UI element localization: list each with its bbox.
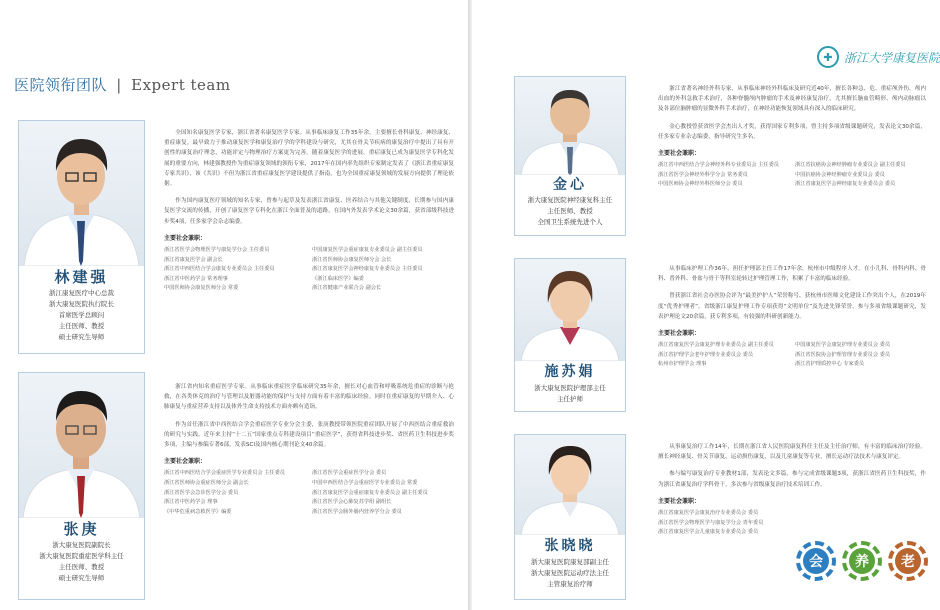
social-role: 中国医师协会神经外科医师分会 委员 [658,181,743,188]
doctor-title-line: 首席医学总顾问 [58,311,105,319]
social-roles-list [164,246,454,294]
social-role: 浙江省医学会物理医学与康复学分会 青年委员 [658,519,764,526]
bio-paragraph: 从事康复治疗工作14年，长期在浙江省人民医院康复科任主任及主任治疗师，有丰富的临床治疗经验。擅长神经康复、骨关节康复、运动损伤康复，以及儿童康复等专业，擅长运动疗法技术与康复评定。 [658,444,926,461]
doctor-title-line: 主任医师、教授 [58,563,105,571]
social-role: 《浙江临床医学》编委 [312,275,364,282]
bio-paragraph: 浙江省著名神经外科专家，从事临床神经外科临床及研究近40年，擅长各种急、危、重症颅外伤、颅内出血的外科急救手术治疗，各种脊髓颅内肿瘤的手术及神经康复治疗，尤其擅长脑血管畸形、颅内动脉瘤以及各部位脑肿瘤的显微外科手术治疗，在神经功能恢复领域具有深入的临床研究。 [658,86,926,113]
doctor-title-line: 浙大康复医院护理部主任 [534,384,606,392]
bio-paragraph: 作为首任浙江省中西医结合学会重症医学专业分会主委，张庚教授带领医院重症团队开展了中西医结合重症救治的研究与实践。近年来主持“十二五”国家重点专科建设项目“重症医学”，获得省科技进步奖、省医药卫生科技进步奖多项，主编与参编专著6部，发表SCI及国内核心期刊论文40余篇。 [164,421,454,449]
hospital-logo [817,46,940,68]
social-roles-heading: 主要社会兼职： [658,330,701,338]
doctor-title-line: 主任护师 [557,395,583,403]
badge-hui-icon [796,541,836,581]
hospital-badges [796,541,928,581]
doctor-title-line: 硕士研究生导师 [58,574,105,582]
doctor-photo [19,121,144,266]
social-role: 中国医师协会康复医师分会 常委 [164,285,239,292]
social-role: 浙江省医师协会康复医师分会 会长 [312,256,392,263]
doctor-card-jin [514,76,626,236]
doctor-title-line: 浙大康复医院执行院长 [49,300,114,308]
portrait-image [515,435,625,535]
doctor-title-line: 浙大康复医院康复部副主任 [531,558,609,566]
badge-lao-icon [888,541,928,581]
doctor-title-line: 浙大康复医院副院长 [52,541,111,549]
social-role: 浙江省康复医学会 副会长 [164,256,223,263]
social-role: 浙江省护理学会老年护理专业委员会 委员 [658,351,754,358]
doctor-bio-shi [658,264,926,412]
social-role: 中国抗癌协会神经肿瘤专业委员会 委员 [795,171,885,178]
doctor-info [515,175,625,235]
doctor-name: 张庚 [63,520,100,538]
social-roles-heading: 主要社会兼职： [164,234,207,242]
doctor-name: 金心 [553,177,587,193]
portrait-image [19,121,144,266]
doctor-info [19,518,144,599]
social-roles-heading: 主要社会兼职： [164,458,207,466]
portrait-image [515,259,625,361]
social-role: 浙江省中西医结合学会神经外科专业委员会 主任委员 [658,162,779,169]
badge-ring [842,541,882,581]
social-role: 浙江省康复医学会康复护理专业委员会 副主任委员 [658,342,774,349]
bio-paragraph: 作为国内康复医疗领域的知名专家，曾参与起草及发表浙江省康复、医养结合与其他关键制度，长期参与国内康复医学交流的传播，开创了康复医学专科化在浙江全面普及的道路，在国内外发表学术论文30余篇，获省部级科技进步奖4项，任多家学会杂志编委。 [164,198,454,225]
social-role: 浙江省健康产业联合会 副会长 [312,285,382,292]
social-role: 浙江省医学会神经外科学分会 常务委员 [658,171,748,178]
social-role: 中国康复医学会康复护理专业委员会 委员 [795,342,891,349]
social-role: 浙江省护理质控中心 专家委员 [795,361,865,368]
social-role: 浙江省中医药学会 理事 [164,499,218,506]
doctor-title-line: 主任医师、教授 [58,322,105,330]
doctor-title-line: 主任医师、教授 [547,207,593,215]
doctor-photo [515,435,625,535]
bio-paragraph: 参与编写康复治疗专业教材1部，发表论文多篇，参与完成省级课题3项，获浙江省医药卫生科技奖，作为浙江省康复治疗学科骨干，多次参与省级康复治疗技术培训工作。 [658,471,926,488]
social-role: 浙江省康复医学会重症康复专业委员会 副主任委员 [312,489,428,496]
doctor-photo [19,373,144,518]
doctor-info [515,361,625,411]
social-role: 浙江省医学会重症医学分会 委员 [312,470,387,477]
doctor-card-zhang-geng [18,372,145,600]
social-role: 浙江省医学会心肺复苏学组 副组长 [312,499,392,506]
badge-glyph: 会 [803,548,829,574]
doctor-bio-jin [658,84,926,234]
doctor-card-zhang-xiaoxiao [514,434,626,600]
social-role: 中国中西医结合学会重症医学专业委员会 常委 [312,480,418,487]
doctor-bio-lin [164,128,454,353]
section-title-separator: | [116,76,122,94]
right-page [472,0,940,610]
social-role: 浙江省医学会物理医学与康复学分会 主任委员 [164,247,270,254]
social-role: 浙江省康复医学会神经康复专业委员会 主任委员 [312,266,423,273]
social-role: 杭州市护理学会 理事 [658,361,707,368]
social-roles-list [164,469,454,517]
bio-paragraph: 金心教授曾获省医学会杰出人才奖，获得国家专利多项，曾主持多项省级课题研究，发表论文30余篇，任多家专业杂志编委，指导研究生多名。 [658,123,926,140]
left-page [0,0,468,610]
doctor-bio-zhang-geng [164,382,454,597]
social-roles-heading: 主要社会兼职： [658,150,701,158]
social-roles-list [658,509,818,538]
social-role: 浙江省中西医结合学会康复专业委员会 主任委员 [164,266,275,273]
bio-paragraph: 全国知名康复医学专家，浙江省著名康复医学专家。从事临床康复工作35年余，主要擅长骨科康复、神经康复、重症康复。最早致力于推动康复医学和康复治疗学的学科建设与研究，尤其在骨关节疾病的康复治疗中提出了具有开创性的康复治疗理念，功能评定与物理治疗方案更为完善。随着康复医学的进展，重症康复已成为康复医学专科化发展的重要方向，林建强教授作为重症康复领域的领衔专家，2017年在国内率先组织专家制定发表了《浙江省重症康复专家共识》，该《共识》不但为浙江省重症康复医学建设提供了指南，也为全国重症康复领域的发展方向提供了理论依据。 [164,130,454,188]
section-title [14,74,231,95]
bio-paragraph: 曾获浙江省社会办医协会评为“最美护护人”荣誉称号，获杭州市医师文化建设工作突出个人，在2019年度“优秀护理者”，省级浙江康复护理工作专项获得“文明单位”及先进先锋荣誉，参与多项省级课题研究，发表护理论文20余篇，获专利多项，有较强的科研创新能力。 [658,293,926,320]
bio-paragraph: 从事临床护理工作36年，担任护理部主任工作17年余，杭州市中级程序人才。在小儿科、骨科内科、骨科、普外科、骨盆与骨干等科室轮转过护理管理工作，积累了丰富的临床经验。 [658,266,926,283]
doctor-title-line: 浙江康复医疗中心总裁 [49,289,114,297]
doctor-title-line: 浙大康复医院运动疗法主任 [531,569,609,577]
doctor-card-shi [514,258,626,412]
doctor-title-line: 硕士研究生导师 [58,333,105,341]
doctor-title-line: 浙大康复医院重症医学科主任 [39,552,124,560]
doctor-title-line: 浙大康复医院神经康复科主任 [527,196,613,204]
social-role: 浙江省中西医结合学会重症医学专业委员会 主任委员 [164,470,285,477]
badge-glyph: 养 [849,548,875,574]
badge-ring [888,541,928,581]
section-title-en: Expert team [131,76,231,94]
social-role: 浙江省康复医学会神经康复专业委员会 委员 [795,181,896,188]
doctor-name: 林建强 [54,268,109,286]
doctor-name: 施苏娟 [544,364,596,380]
doctor-name: 张晓晓 [544,538,596,554]
doctor-photo [515,259,625,361]
social-roles-list [658,161,926,190]
social-role: 浙江省医院协会护理管理专业委员会 委员 [795,351,891,358]
badge-glyph: 老 [895,548,921,574]
social-role: 浙江省中医药学会 常务理事 [164,275,228,282]
social-role: 浙江省医学会急诊医学分会 委员 [164,489,239,496]
social-roles-heading: 主要社会兼职： [658,497,701,505]
social-role: 浙江省医师协会重症医师分会 副会长 [164,480,249,487]
doctor-photo [515,77,625,175]
doctor-info [19,266,144,353]
social-role: 浙江省康复医学会康复治疗专业委员会 委员 [658,510,759,517]
doctor-card-lin [18,120,145,354]
bio-paragraph: 浙江省内知名重症医学专家。从事临床重症医学临床研究35年余，擅长对心血管和呼吸系统危重症的诊断与抢救，在各类休克的治疗与管理以及脏器功能的保护与支持方面有着丰富的临床经验。同时在重症康复的早期介入、心肺康复与重症营养支持以及体外生命支持技术方面亦颇有造诣。 [164,384,454,411]
portrait-image [515,77,625,175]
social-role: 浙江省抗癌协会神经肿瘤专业委员会 副主任委员 [795,162,906,169]
badge-ring [796,541,836,581]
hospital-emblem-icon [817,46,839,68]
social-role: 浙江省康复医学会儿童康复专业委员会 委员 [658,529,759,536]
doctor-info [515,535,625,599]
doctor-title-line: 全国卫生系统先进个人 [537,218,603,226]
badge-yang-icon [842,541,882,581]
portrait-image [19,373,144,518]
hospital-logo-text: 浙江大学康复医院 [844,50,940,65]
doctor-title-line: 主管康复治疗师 [547,580,593,588]
social-role: 《中华危重病急救医学》编委 [164,508,232,515]
social-role: 浙江省医学会肠外肠内营养学分会 委员 [312,508,402,515]
hospital-emblem-glyph: ✚ [823,50,833,64]
social-roles-list [658,341,926,370]
section-title-cn: 医院领衔团队 [14,76,108,94]
social-role: 中国康复医学会重症康复专业委员会 副主任委员 [312,247,423,254]
